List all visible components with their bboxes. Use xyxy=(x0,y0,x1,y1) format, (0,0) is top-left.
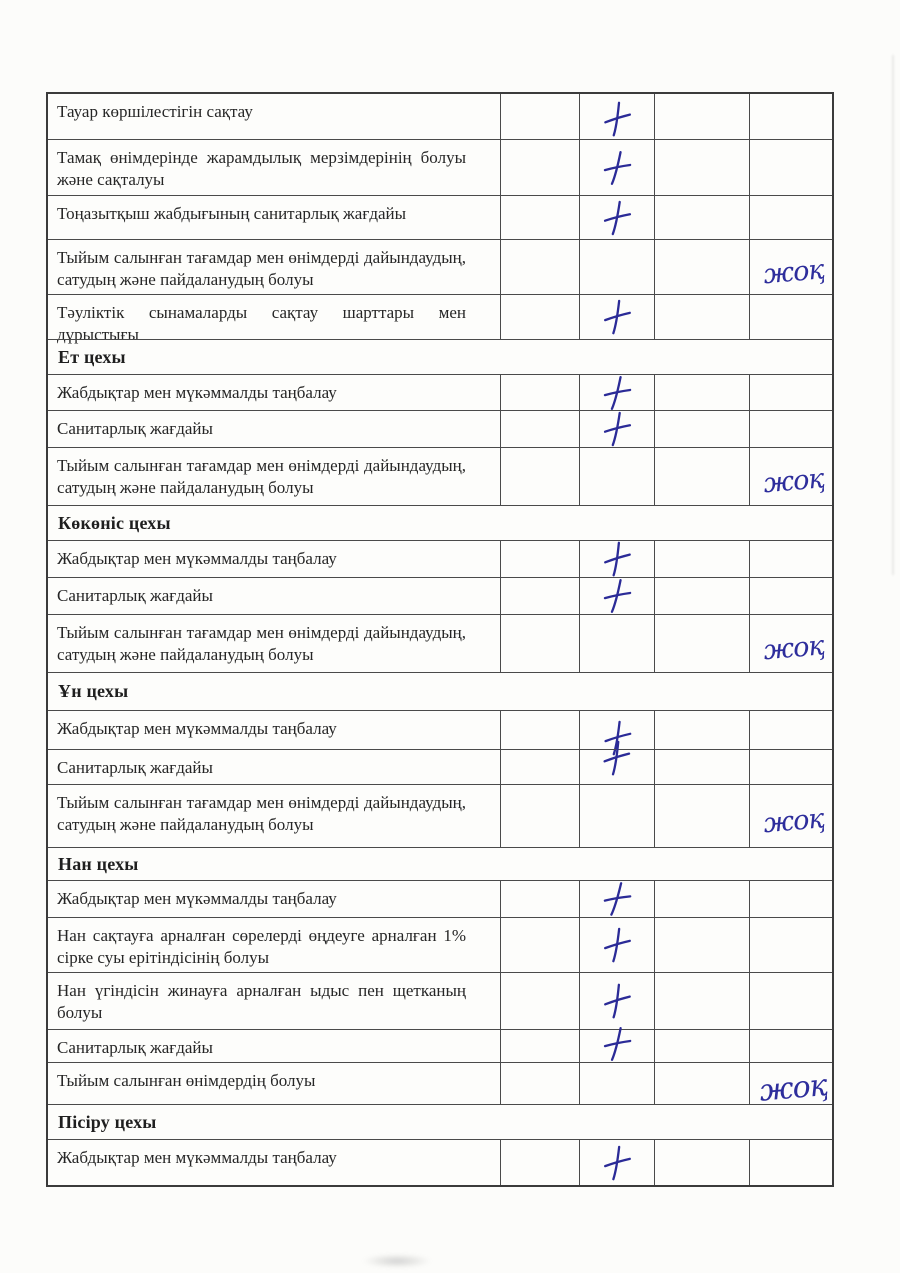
item-text: Тәуліктік сынамаларды сақтау шарттары мен дұрыстығы xyxy=(57,303,466,345)
check-cell-2 xyxy=(579,94,654,139)
handwritten-note: жоқ xyxy=(762,802,825,839)
check-cell-3 xyxy=(654,615,749,672)
check-cell-4 xyxy=(749,240,832,294)
table-row xyxy=(48,239,832,294)
check-cell-3 xyxy=(654,411,749,447)
check-cell-4 xyxy=(749,541,832,577)
check-plus-icon xyxy=(600,924,634,966)
check-cell-1 xyxy=(500,240,579,294)
item-text: Тыйым салынған өнімдердің болуы xyxy=(57,1071,316,1090)
check-cell-4 xyxy=(749,1030,832,1062)
check-cell-4 xyxy=(749,1140,832,1185)
check-plus-icon xyxy=(600,980,635,1022)
check-cell-4 xyxy=(749,375,832,410)
check-cell-3 xyxy=(654,295,749,339)
table-row xyxy=(48,577,832,614)
check-cell-2 xyxy=(579,1140,654,1185)
section-title: Ұн цехы xyxy=(58,681,129,701)
check-cell-3 xyxy=(654,711,749,749)
item-text: Нан үгіндісін жинауға арналған ыдыс пен щетканың болуы xyxy=(57,981,466,1023)
section-row xyxy=(48,847,832,880)
item-text-cell xyxy=(48,615,500,672)
check-cell-4 xyxy=(749,918,832,972)
item-text-cell xyxy=(48,881,500,917)
item-text: Санитарлық жағдайы xyxy=(57,758,213,777)
item-text-cell xyxy=(48,973,500,1029)
table-row xyxy=(48,784,832,847)
check-cell-1 xyxy=(500,196,579,239)
check-cell-2 xyxy=(579,240,654,294)
item-text: Тыйым салынған тағамдар мен өнімдерді дайындаудың, сатудың және пайдаланудың болуы xyxy=(57,793,466,835)
table-row xyxy=(48,710,832,749)
item-text: Жабдықтар мен мүкәммалды таңбалау xyxy=(57,1148,337,1167)
check-cell-1 xyxy=(500,541,579,577)
check-cell-2 xyxy=(579,881,654,917)
table-row xyxy=(48,374,832,410)
check-cell-3 xyxy=(654,750,749,784)
item-text: Тыйым салынған тағамдар мен өнімдерді дайындаудың, сатудың және пайдаланудың болуы xyxy=(57,248,466,290)
item-text: Тыйым салынған тағамдар мен өнімдерді дайындаудың, сатудың және пайдаланудың болуы xyxy=(57,623,466,665)
check-cell-4 xyxy=(749,578,832,614)
check-cell-2 xyxy=(579,918,654,972)
item-text-cell xyxy=(48,785,500,847)
check-cell-4 xyxy=(749,711,832,749)
section-title: Ет цехы xyxy=(58,346,126,367)
check-cell-4 xyxy=(749,295,832,339)
item-text-cell xyxy=(48,94,500,139)
check-cell-2 xyxy=(579,448,654,505)
check-cell-3 xyxy=(654,94,749,139)
handwritten-note: жоқ xyxy=(762,463,825,500)
section-row xyxy=(48,339,832,374)
check-cell-2 xyxy=(579,295,654,339)
section-row xyxy=(48,505,832,540)
check-cell-1 xyxy=(500,973,579,1029)
check-cell-1 xyxy=(500,711,579,749)
check-cell-1 xyxy=(500,1140,579,1185)
item-text-cell xyxy=(48,411,500,447)
check-cell-3 xyxy=(654,541,749,577)
item-text: Тыйым салынған тағамдар мен өнімдерді дайындаудың, сатудың және пайдаланудың болуы xyxy=(57,456,466,498)
section-title: Пісіру цехы xyxy=(58,1111,157,1132)
table-row xyxy=(48,749,832,784)
item-text-cell xyxy=(48,140,500,195)
item-text: Нан сақтауға арналған сөрелерді өңдеуге арналған 1% сірке суы ерітіндісінің болуы xyxy=(57,926,466,968)
check-cell-1 xyxy=(500,578,579,614)
check-cell-3 xyxy=(654,240,749,294)
item-text: Жабдықтар мен мүкәммалды таңбалау xyxy=(57,719,337,738)
check-cell-3 xyxy=(654,375,749,410)
check-cell-3 xyxy=(654,196,749,239)
check-cell-3 xyxy=(654,1030,749,1062)
section-title: Көкөніс цехы xyxy=(58,512,171,533)
check-cell-2 xyxy=(579,750,654,784)
check-plus-icon xyxy=(600,147,633,188)
check-plus-icon xyxy=(599,737,634,779)
check-plus-icon xyxy=(600,97,635,139)
check-cell-3 xyxy=(654,785,749,847)
check-plus-icon xyxy=(600,296,634,338)
section-row xyxy=(48,672,832,710)
check-cell-2 xyxy=(579,1063,654,1104)
table-row xyxy=(48,880,832,917)
check-plus-icon xyxy=(600,1142,634,1184)
check-cell-3 xyxy=(654,578,749,614)
section-row xyxy=(48,1104,832,1139)
check-cell-2 xyxy=(579,973,654,1029)
check-cell-3 xyxy=(654,881,749,917)
check-cell-3 xyxy=(654,140,749,195)
check-cell-3 xyxy=(654,918,749,972)
table-row xyxy=(48,294,832,345)
check-cell-2 xyxy=(579,140,654,195)
check-cell-1 xyxy=(500,881,579,917)
check-cell-2 xyxy=(579,196,654,239)
item-text-cell xyxy=(48,1063,500,1104)
item-text-cell xyxy=(48,750,500,784)
check-cell-1 xyxy=(500,295,579,339)
item-text-cell xyxy=(48,918,500,972)
section-title: Нан цехы xyxy=(58,853,139,874)
check-cell-1 xyxy=(500,785,579,847)
check-cell-1 xyxy=(500,918,579,972)
item-text-cell xyxy=(48,448,500,505)
item-text-cell xyxy=(48,1140,500,1185)
table-row xyxy=(48,540,832,577)
item-text-cell xyxy=(48,240,500,294)
item-text: Тамақ өнімдерінде жарамдылық мерзімдерінің болуы және сақталуы xyxy=(57,148,466,190)
check-cell-2 xyxy=(579,541,654,577)
table-row xyxy=(48,917,832,972)
check-cell-2 xyxy=(579,785,654,847)
check-plus-icon xyxy=(601,197,634,238)
handwritten-note: жоқ xyxy=(758,1067,829,1109)
item-text-cell xyxy=(48,295,500,345)
check-plus-icon xyxy=(600,372,633,413)
item-text: Жабдықтар мен мүкәммалды таңбалау xyxy=(57,383,337,402)
check-cell-4 xyxy=(749,615,832,672)
check-plus-icon xyxy=(601,409,634,450)
item-text: Жабдықтар мен мүкәммалды таңбалау xyxy=(57,549,337,568)
check-cell-4 xyxy=(749,750,832,784)
check-cell-2 xyxy=(579,411,654,447)
check-cell-4 xyxy=(749,785,832,847)
check-cell-3 xyxy=(654,973,749,1029)
item-text: Санитарлық жағдайы xyxy=(57,1038,213,1057)
item-text-cell xyxy=(48,196,500,239)
table-row xyxy=(48,1029,832,1062)
table-row xyxy=(48,1139,832,1185)
check-plus-icon xyxy=(600,538,635,580)
check-cell-1 xyxy=(500,448,579,505)
check-cell-4 xyxy=(749,1063,832,1109)
check-cell-1 xyxy=(500,615,579,672)
check-cell-4 xyxy=(749,140,832,195)
table-row xyxy=(48,410,832,447)
check-cell-1 xyxy=(500,375,579,410)
item-text: Санитарлық жағдайы xyxy=(57,419,213,438)
check-cell-4 xyxy=(749,881,832,917)
check-cell-3 xyxy=(654,1140,749,1185)
check-cell-2 xyxy=(579,578,654,614)
check-cell-1 xyxy=(500,1030,579,1062)
table-row xyxy=(48,972,832,1029)
handwritten-note: жоқ xyxy=(762,253,825,290)
item-text-cell xyxy=(48,1030,500,1062)
check-cell-1 xyxy=(500,94,579,139)
check-plus-icon xyxy=(600,878,635,920)
check-plus-icon xyxy=(600,1023,633,1064)
handwritten-note: жоқ xyxy=(762,630,825,667)
check-cell-4 xyxy=(749,196,832,239)
item-text: Жабдықтар мен мүкәммалды таңбалау xyxy=(57,889,337,908)
check-cell-2 xyxy=(579,615,654,672)
item-text: Тоңазытқыш жабдығының санитарлық жағдайы xyxy=(57,204,407,223)
item-text-cell xyxy=(48,711,500,749)
check-cell-4 xyxy=(749,448,832,505)
check-cell-1 xyxy=(500,750,579,784)
check-cell-1 xyxy=(500,140,579,195)
check-cell-2 xyxy=(579,1030,654,1062)
item-text-cell xyxy=(48,541,500,577)
item-text-cell xyxy=(48,375,500,410)
table-row xyxy=(48,195,832,239)
check-cell-2 xyxy=(579,375,654,410)
check-cell-3 xyxy=(654,448,749,505)
table-row xyxy=(48,94,832,139)
table-row xyxy=(48,614,832,672)
item-text-cell xyxy=(48,578,500,614)
page-edge-shadow xyxy=(892,55,894,575)
check-cell-3 xyxy=(654,1063,749,1104)
scan-smudge xyxy=(362,1254,432,1268)
check-cell-1 xyxy=(500,411,579,447)
item-text: Тауар көршілестігін сақтау xyxy=(57,102,253,121)
table-row xyxy=(48,1062,832,1109)
check-cell-4 xyxy=(749,411,832,447)
check-plus-icon xyxy=(600,575,633,616)
item-text: Санитарлық жағдайы xyxy=(57,586,213,605)
table-row xyxy=(48,139,832,195)
check-cell-4 xyxy=(749,94,832,139)
inspection-table xyxy=(46,92,834,1187)
check-cell-1 xyxy=(500,1063,579,1104)
check-cell-4 xyxy=(749,973,832,1029)
table-row xyxy=(48,447,832,505)
